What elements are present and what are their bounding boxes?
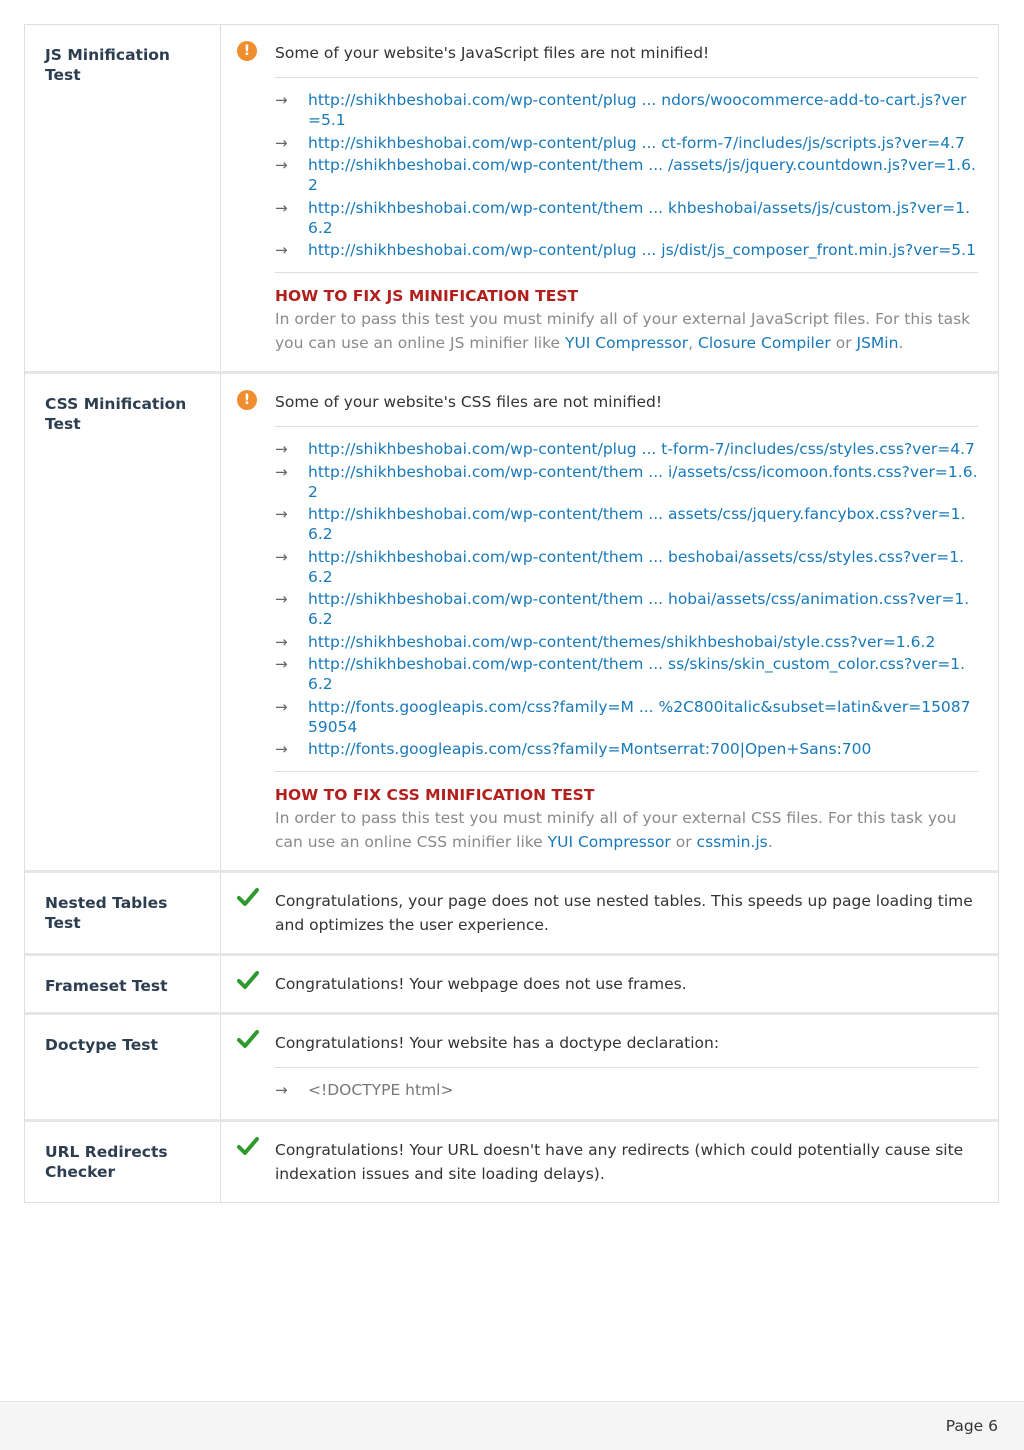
arrow-right-icon: → bbox=[275, 590, 288, 608]
result-message: Congratulations! Your webpage does not use frames. bbox=[275, 975, 687, 993]
resource-list bbox=[275, 90, 978, 260]
arrow-right-icon: → bbox=[275, 91, 288, 109]
arrow-right-icon: → bbox=[275, 133, 288, 152]
row-content bbox=[221, 956, 998, 1012]
resource-link[interactable]: → http://shikhbeshobai.com/wp-content/them ... i/assets/css/icomoon.fonts.css?ver=1.6.2 bbox=[275, 462, 978, 501]
row-label: Doctype Test bbox=[25, 1015, 221, 1119]
yui-compressor-link[interactable]: YUI Compressor bbox=[564, 334, 689, 352]
arrow-right-icon: → bbox=[275, 547, 288, 566]
arrow-right-icon: → bbox=[275, 1081, 288, 1099]
doctype-value: → <!DOCTYPE html> bbox=[275, 1081, 454, 1099]
page-footer bbox=[0, 1401, 1024, 1450]
arrow-right-icon: → bbox=[275, 156, 288, 174]
report-row-js-minification bbox=[25, 25, 998, 371]
resource-link[interactable]: → http://shikhbeshobai.com/wp-content/plug ... ndors/woocommerce-add-to-cart.js?ver=5.1 bbox=[275, 91, 967, 129]
warning-icon: ! bbox=[237, 41, 257, 61]
resource-link[interactable]: → http://shikhbeshobai.com/wp-content/plug ... t-form-7/includes/css/styles.css?ver=4.7 bbox=[275, 440, 975, 458]
checkmark-icon bbox=[237, 1135, 259, 1157]
arrow-right-icon: → bbox=[275, 697, 288, 716]
arrow-right-icon: → bbox=[275, 655, 288, 673]
arrow-right-icon: → bbox=[275, 740, 288, 758]
fix-title: HOW TO FIX CSS MINIFICATION TEST bbox=[275, 786, 595, 804]
resource-link[interactable]: → http://fonts.googleapis.com/css?family=M ... %2C800italic&subset=latin&ver=1508759054 bbox=[275, 697, 971, 736]
row-content bbox=[221, 374, 998, 870]
fix-text: In order to pass this test you must minify all of your external CSS files. For this task you can use an online CSS minifier like YUI Compressor or cssmin.js. bbox=[275, 809, 957, 851]
result-message: Congratulations! Your URL doesn't have any redirects (which could potentially cause site indexation issues and site loading delays). bbox=[275, 1140, 964, 1183]
row-label: CSS Minification Test bbox=[25, 374, 221, 870]
row-label: Nested Tables Test bbox=[25, 873, 221, 953]
resource-link[interactable]: → http://shikhbeshobai.com/wp-content/them ... assets/css/jquery.fancybox.css?ver=1.6.2 bbox=[275, 505, 966, 543]
arrow-right-icon: → bbox=[275, 632, 288, 651]
cssmin-link[interactable]: cssmin.js bbox=[696, 833, 768, 851]
resource-link[interactable]: → http://shikhbeshobai.com/wp-content/them ... ss/skins/skin_custom_color.css?ver=1.6.2 bbox=[275, 655, 966, 693]
resource-link[interactable]: → http://shikhbeshobai.com/wp-content/them ... hobai/assets/css/animation.css?ver=1.6.2 bbox=[275, 590, 970, 628]
resource-link[interactable]: → http://shikhbeshobai.com/wp-content/plug ... ct-form-7/includes/js/scripts.js?ver=4.7 bbox=[275, 133, 965, 152]
divider bbox=[275, 272, 978, 273]
divider bbox=[275, 1067, 978, 1068]
row-content bbox=[221, 1015, 998, 1119]
checkmark-icon bbox=[237, 1028, 259, 1050]
report-row-nested-tables bbox=[25, 870, 998, 953]
resource-link[interactable]: → http://shikhbeshobai.com/wp-content/them ... khbeshobai/assets/js/custom.js?ver=1.6.2 bbox=[275, 198, 971, 237]
arrow-right-icon: → bbox=[275, 241, 288, 259]
divider bbox=[275, 77, 978, 78]
divider bbox=[275, 426, 978, 427]
row-content bbox=[221, 25, 998, 371]
closure-compiler-link[interactable]: Closure Compiler bbox=[698, 334, 831, 352]
jsmin-link[interactable]: JSMin bbox=[856, 334, 899, 352]
resource-list bbox=[275, 439, 978, 759]
checkmark-icon bbox=[237, 969, 259, 991]
result-message: Congratulations, your page does not use nested tables. This speeds up page loading time and optimizes the user experience. bbox=[275, 892, 973, 934]
arrow-right-icon: → bbox=[275, 440, 288, 458]
row-content bbox=[221, 873, 998, 953]
seo-report-table bbox=[24, 24, 999, 1203]
arrow-right-icon: → bbox=[275, 505, 288, 523]
yui-compressor-link[interactable]: YUI Compressor bbox=[547, 833, 671, 851]
resource-link[interactable]: → http://fonts.googleapis.com/css?family=Montserrat:700|Open+Sans:700 bbox=[275, 740, 872, 758]
resource-link[interactable]: → http://shikhbeshobai.com/wp-content/them ... /assets/js/jquery.countdown.js?ver=1.6.2 bbox=[275, 156, 976, 194]
fix-text: In order to pass this test you must minify all of your external JavaScript files. For this task you can use an online JS minifier like YUI Compressor, Closure Compiler or JSMin. bbox=[275, 310, 971, 352]
report-row-css-minification bbox=[25, 371, 998, 870]
resource-link[interactable]: → http://shikhbeshobai.com/wp-content/plug ... js/dist/js_composer_front.min.js?ver=5.1 bbox=[275, 241, 976, 259]
row-content bbox=[221, 1122, 998, 1202]
checkmark-icon bbox=[237, 886, 259, 908]
row-label: URL Redirects Checker bbox=[25, 1122, 221, 1202]
doctype-list bbox=[275, 1080, 978, 1100]
arrow-right-icon: → bbox=[275, 462, 288, 481]
resource-link[interactable]: → http://shikhbeshobai.com/wp-content/them ... beshobai/assets/css/styles.css?ver=1.6.2 bbox=[275, 547, 964, 586]
report-row-frameset bbox=[25, 953, 998, 1012]
row-label: JS Minification Test bbox=[25, 25, 221, 371]
resource-link[interactable]: → http://shikhbeshobai.com/wp-content/themes/shikhbeshobai/style.css?ver=1.6.2 bbox=[275, 632, 936, 651]
row-label: Frameset Test bbox=[25, 956, 221, 1012]
result-message: Some of your website's JavaScript files are not minified! bbox=[275, 44, 710, 62]
report-row-url-redirects bbox=[25, 1119, 998, 1202]
result-message: Congratulations! Your website has a doctype declaration: bbox=[275, 1034, 720, 1052]
fix-title: HOW TO FIX JS MINIFICATION TEST bbox=[275, 287, 579, 305]
warning-icon: ! bbox=[237, 390, 257, 410]
report-row-doctype bbox=[25, 1012, 998, 1119]
arrow-right-icon: → bbox=[275, 198, 288, 217]
result-message: Some of your website's CSS files are not minified! bbox=[275, 393, 663, 411]
divider bbox=[275, 771, 978, 772]
page-number: Page 6 bbox=[945, 1417, 998, 1435]
